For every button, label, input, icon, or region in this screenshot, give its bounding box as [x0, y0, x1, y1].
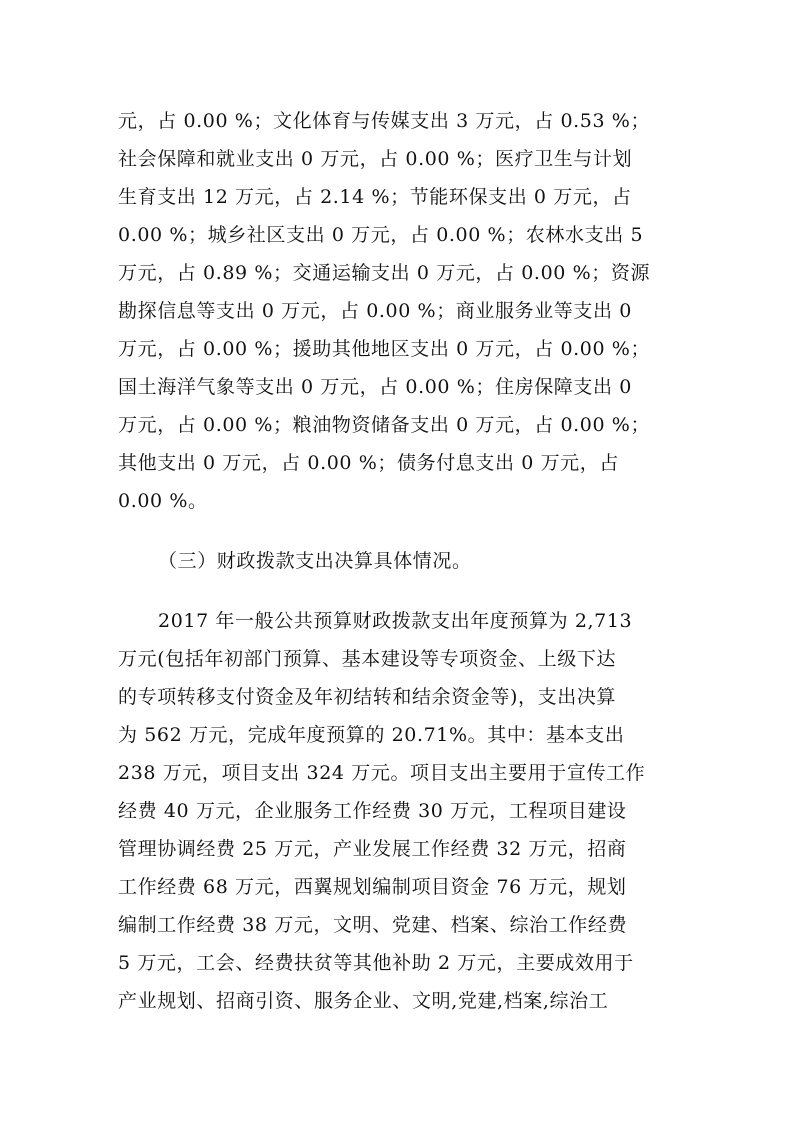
text-line: 勘探信息等支出 0 万元，占 0.00 %；商业服务业等支出 0	[118, 300, 632, 322]
text-line: 0.00 %。	[118, 490, 208, 512]
text-line: 238 万元，项目支出 324 万元。项目支出主要用于宣传工作	[118, 762, 646, 784]
text-line: 的专项转移支付资金及年初结转和结余资金等)，支出决算	[118, 686, 617, 708]
text-line: 万元，占 0.89 %；交通运输支出 0 万元，占 0.00 %；资源	[118, 262, 651, 284]
text-line: 国土海洋气象等支出 0 万元，占 0.00 %；住房保障支出 0	[118, 376, 632, 398]
text-line: 管理协调经费 25 万元，产业发展工作经费 32 万元，招商	[118, 838, 627, 860]
text-line: 经费 40 万元，企业服务工作经费 30 万元，工程项目建设	[118, 800, 627, 822]
text-line: 其他支出 0 万元，占 0.00 %；债务付息支出 0 万元，占	[118, 452, 619, 474]
text-line: 5 万元，工会、经费扶贫等其他补助 2 万元，主要成效用于	[118, 952, 634, 974]
text-line: 社会保障和就业支出 0 万元，占 0.00 %；医疗卫生与计划	[118, 148, 633, 170]
text-line: 元，占 0.00 %；文化体育与传媒支出 3 万元，占 0.53 %；	[118, 110, 651, 132]
text-line: 生育支出 12 万元，占 2.14 %；节能环保支出 0 万元，占	[118, 186, 632, 208]
section-heading: （三）财政拨款支出决算具体情况。	[158, 550, 472, 572]
text-line: 万元，占 0.00 %；援助其他地区支出 0 万元，占 0.00 %；	[118, 338, 651, 360]
text-line: 万元(包括年初部门预算、基本建设等专项资金、上级下达	[118, 648, 617, 670]
text-line: 工作经费 68 万元，西翼规划编制项目资金 76 万元，规划	[118, 876, 627, 898]
text-line: 2017 年一般公共预算财政拨款支出年度预算为 2,713	[158, 610, 633, 632]
text-line: 编制工作经费 38 万元，文明、党建、档案、综治工作经费	[118, 914, 628, 936]
text-line: 万元，占 0.00 %；粮油物资储备支出 0 万元，占 0.00 %；	[118, 414, 651, 436]
text-line: 产业规划、招商引资、服务企业、文明,党建,档案,综治工	[118, 990, 609, 1012]
text-line: 0.00 %；城乡社区支出 0 万元，占 0.00 %；农林水支出 5	[118, 224, 644, 246]
text-line: 为 562 万元，完成年度预算的 20.71%。其中：基本支出	[118, 724, 625, 746]
